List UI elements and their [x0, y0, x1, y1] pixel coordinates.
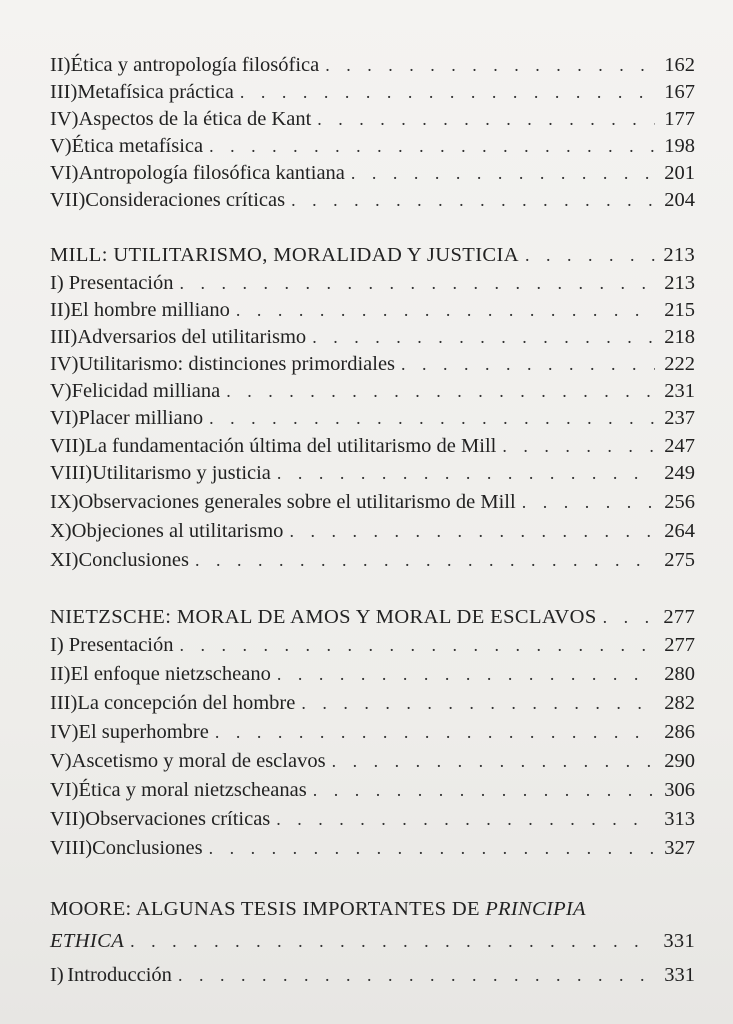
- chapter-page: 213: [663, 244, 695, 266]
- entry-page: 249: [664, 462, 695, 484]
- entry-number: IV): [50, 353, 79, 375]
- entry-page: 204: [664, 189, 695, 211]
- chapter-heading: [50, 602, 695, 629]
- entry-number: II): [50, 54, 71, 76]
- entry-number: I): [50, 272, 64, 294]
- entry-page: 167: [664, 81, 695, 103]
- chapter-title: NIETZSCHE: MORAL DE AMOS Y MORAL DE ESCLAVOS: [50, 606, 597, 628]
- entry-number: VII): [50, 808, 86, 830]
- entry-page: 218: [664, 326, 695, 348]
- toc-entry: [50, 659, 695, 686]
- toc-entry: [50, 630, 695, 657]
- leader-dots: [325, 53, 655, 77]
- entry-page: 222: [664, 353, 695, 375]
- entry-number: V): [50, 750, 72, 772]
- entry-number: V): [50, 380, 72, 402]
- entry-title: Adversarios del utilitarismo: [77, 326, 307, 348]
- leader-dots: [277, 461, 655, 485]
- leader-dots: [332, 749, 655, 773]
- toc-entry: [50, 458, 695, 485]
- entry-page: 331: [664, 964, 695, 986]
- entry-number: VIII): [50, 462, 93, 484]
- entry-title: Ética y antropología filosófica: [70, 54, 320, 76]
- entry-page: 237: [664, 407, 695, 429]
- leader-dots: [522, 490, 655, 514]
- chapter-title-plain: MOORE: ALGUNAS TESIS IMPORTANTES DE: [50, 898, 486, 920]
- leader-dots: [240, 80, 655, 104]
- entry-page: 306: [664, 779, 695, 801]
- entry-number: VI): [50, 162, 79, 184]
- entry-page: 290: [664, 750, 695, 772]
- entry-title: Objeciones al utilitarismo: [71, 520, 284, 542]
- leader-dots: [401, 352, 655, 376]
- entry-number: II): [50, 663, 71, 685]
- toc-entry: [50, 960, 695, 987]
- entry-title: El hombre milliano: [70, 299, 230, 321]
- entry-page: 231: [664, 380, 695, 402]
- chapter-heading-line1: [50, 898, 586, 921]
- toc-entry: [50, 77, 695, 104]
- toc-entry: [50, 376, 695, 403]
- leader-dots: [195, 548, 655, 572]
- entry-title: Observaciones generales sobre el utilitarismo de Mill: [78, 491, 516, 513]
- toc-entry: [50, 322, 695, 349]
- leader-dots: [603, 605, 655, 629]
- entry-number: II): [50, 299, 71, 321]
- chapter-heading-line2: [50, 926, 695, 953]
- leader-dots: [180, 271, 655, 295]
- leader-dots: [277, 662, 655, 686]
- entry-title: La concepción del hombre: [77, 692, 296, 714]
- entry-page: 277: [664, 634, 695, 656]
- leader-dots: [502, 434, 655, 458]
- entry-page: 275: [664, 549, 695, 571]
- entry-page: 280: [664, 663, 695, 685]
- entry-number: IV): [50, 721, 79, 743]
- toc-entry: [50, 158, 695, 185]
- entry-title: Antropología filosófica kantiana: [78, 162, 345, 184]
- entry-title: Conclusiones: [92, 837, 203, 859]
- entry-number: IV): [50, 108, 79, 130]
- entry-title: Ética y moral nietzscheanas: [78, 779, 307, 801]
- entry-title: Placer milliano: [78, 407, 204, 429]
- entry-page: 264: [664, 520, 695, 542]
- entry-page: 215: [664, 299, 695, 321]
- toc-entry: [50, 268, 695, 295]
- entry-title: Conclusiones: [78, 549, 189, 571]
- entry-number: III): [50, 692, 78, 714]
- toc-entry: [50, 688, 695, 715]
- toc-entry: [50, 104, 695, 131]
- entry-number: XI): [50, 549, 79, 571]
- entry-page: 256: [664, 491, 695, 513]
- toc-entry: [50, 717, 695, 744]
- entry-number: VI): [50, 407, 79, 429]
- entry-page: 162: [664, 54, 695, 76]
- entry-title: El enfoque nietzscheano: [70, 663, 271, 685]
- leader-dots: [313, 778, 655, 802]
- leader-dots: [351, 161, 655, 185]
- leader-dots: [291, 188, 655, 212]
- toc-entry: [50, 295, 695, 322]
- entry-number: VIII): [50, 837, 93, 859]
- entry-title: Consideraciones críticas: [85, 189, 286, 211]
- toc-entry: [50, 487, 695, 514]
- entry-title: Observaciones críticas: [85, 808, 271, 830]
- chapter-page: 277: [663, 606, 695, 628]
- leader-dots: [317, 107, 655, 131]
- leader-dots: [178, 963, 655, 987]
- entry-title: Introducción: [67, 964, 172, 986]
- entry-page: 198: [664, 135, 695, 157]
- leader-dots: [130, 929, 655, 953]
- toc-entry: [50, 185, 695, 212]
- entry-page: 313: [664, 808, 695, 830]
- leader-dots: [226, 379, 655, 403]
- entry-title: Metafísica práctica: [77, 81, 234, 103]
- toc-entry: [50, 403, 695, 430]
- toc-entry: [50, 746, 695, 773]
- entry-number: VII): [50, 435, 86, 457]
- entry-title: El superhombre: [78, 721, 209, 743]
- entry-page: 201: [664, 162, 695, 184]
- entry-page: 247: [664, 435, 695, 457]
- entry-title: Felicidad milliana: [71, 380, 221, 402]
- entry-number: I): [50, 634, 64, 656]
- entry-number: IX): [50, 491, 79, 513]
- chapter-title-italic: PRINCIPIA: [485, 898, 586, 920]
- toc-entry: [50, 804, 695, 831]
- toc-entry: [50, 431, 695, 458]
- entry-number: III): [50, 81, 78, 103]
- chapter-page: 331: [663, 930, 695, 952]
- entry-page: 327: [664, 837, 695, 859]
- leader-dots: [180, 633, 655, 657]
- entry-title: Aspectos de la ética de Kant: [78, 108, 312, 130]
- leader-dots: [289, 519, 655, 543]
- leader-dots: [301, 691, 655, 715]
- toc-entry: [50, 50, 695, 77]
- entry-number: I): [50, 964, 64, 986]
- leader-dots: [209, 134, 655, 158]
- entry-number: V): [50, 135, 72, 157]
- entry-title: Ascetismo y moral de esclavos: [71, 750, 326, 772]
- leader-dots: [276, 807, 655, 831]
- leader-dots: [209, 836, 655, 860]
- toc-entry: [50, 516, 695, 543]
- entry-number: VI): [50, 779, 79, 801]
- leader-dots: [215, 720, 655, 744]
- chapter-title: MILL: UTILITARISMO, MORALIDAD Y JUSTICIA: [50, 244, 519, 266]
- entry-title: La fundamentación última del utilitarismo de Mill: [85, 435, 497, 457]
- entry-page: 213: [664, 272, 695, 294]
- entry-title: Presentación: [68, 272, 174, 294]
- leader-dots: [209, 406, 655, 430]
- entry-title: Utilitarismo: distinciones primordiales: [78, 353, 396, 375]
- entry-page: 286: [664, 721, 695, 743]
- leader-dots: [236, 298, 655, 322]
- leader-dots: [525, 243, 655, 267]
- entry-title: Utilitarismo y justicia: [92, 462, 271, 484]
- toc-entry: [50, 131, 695, 158]
- entry-page: 177: [664, 108, 695, 130]
- entry-title: Ética metafísica: [71, 135, 204, 157]
- entry-number: VII): [50, 189, 86, 211]
- leader-dots: [312, 325, 655, 349]
- entry-title: Presentación: [68, 634, 174, 656]
- toc-entry: [50, 349, 695, 376]
- entry-number: X): [50, 520, 72, 542]
- entry-number: III): [50, 326, 78, 348]
- entry-page: 282: [664, 692, 695, 714]
- chapter-heading: [50, 240, 695, 267]
- toc-entry: [50, 833, 695, 860]
- toc-entry: [50, 775, 695, 802]
- toc-entry: [50, 545, 695, 572]
- chapter-title-italic-cont: ETHICA: [50, 930, 125, 952]
